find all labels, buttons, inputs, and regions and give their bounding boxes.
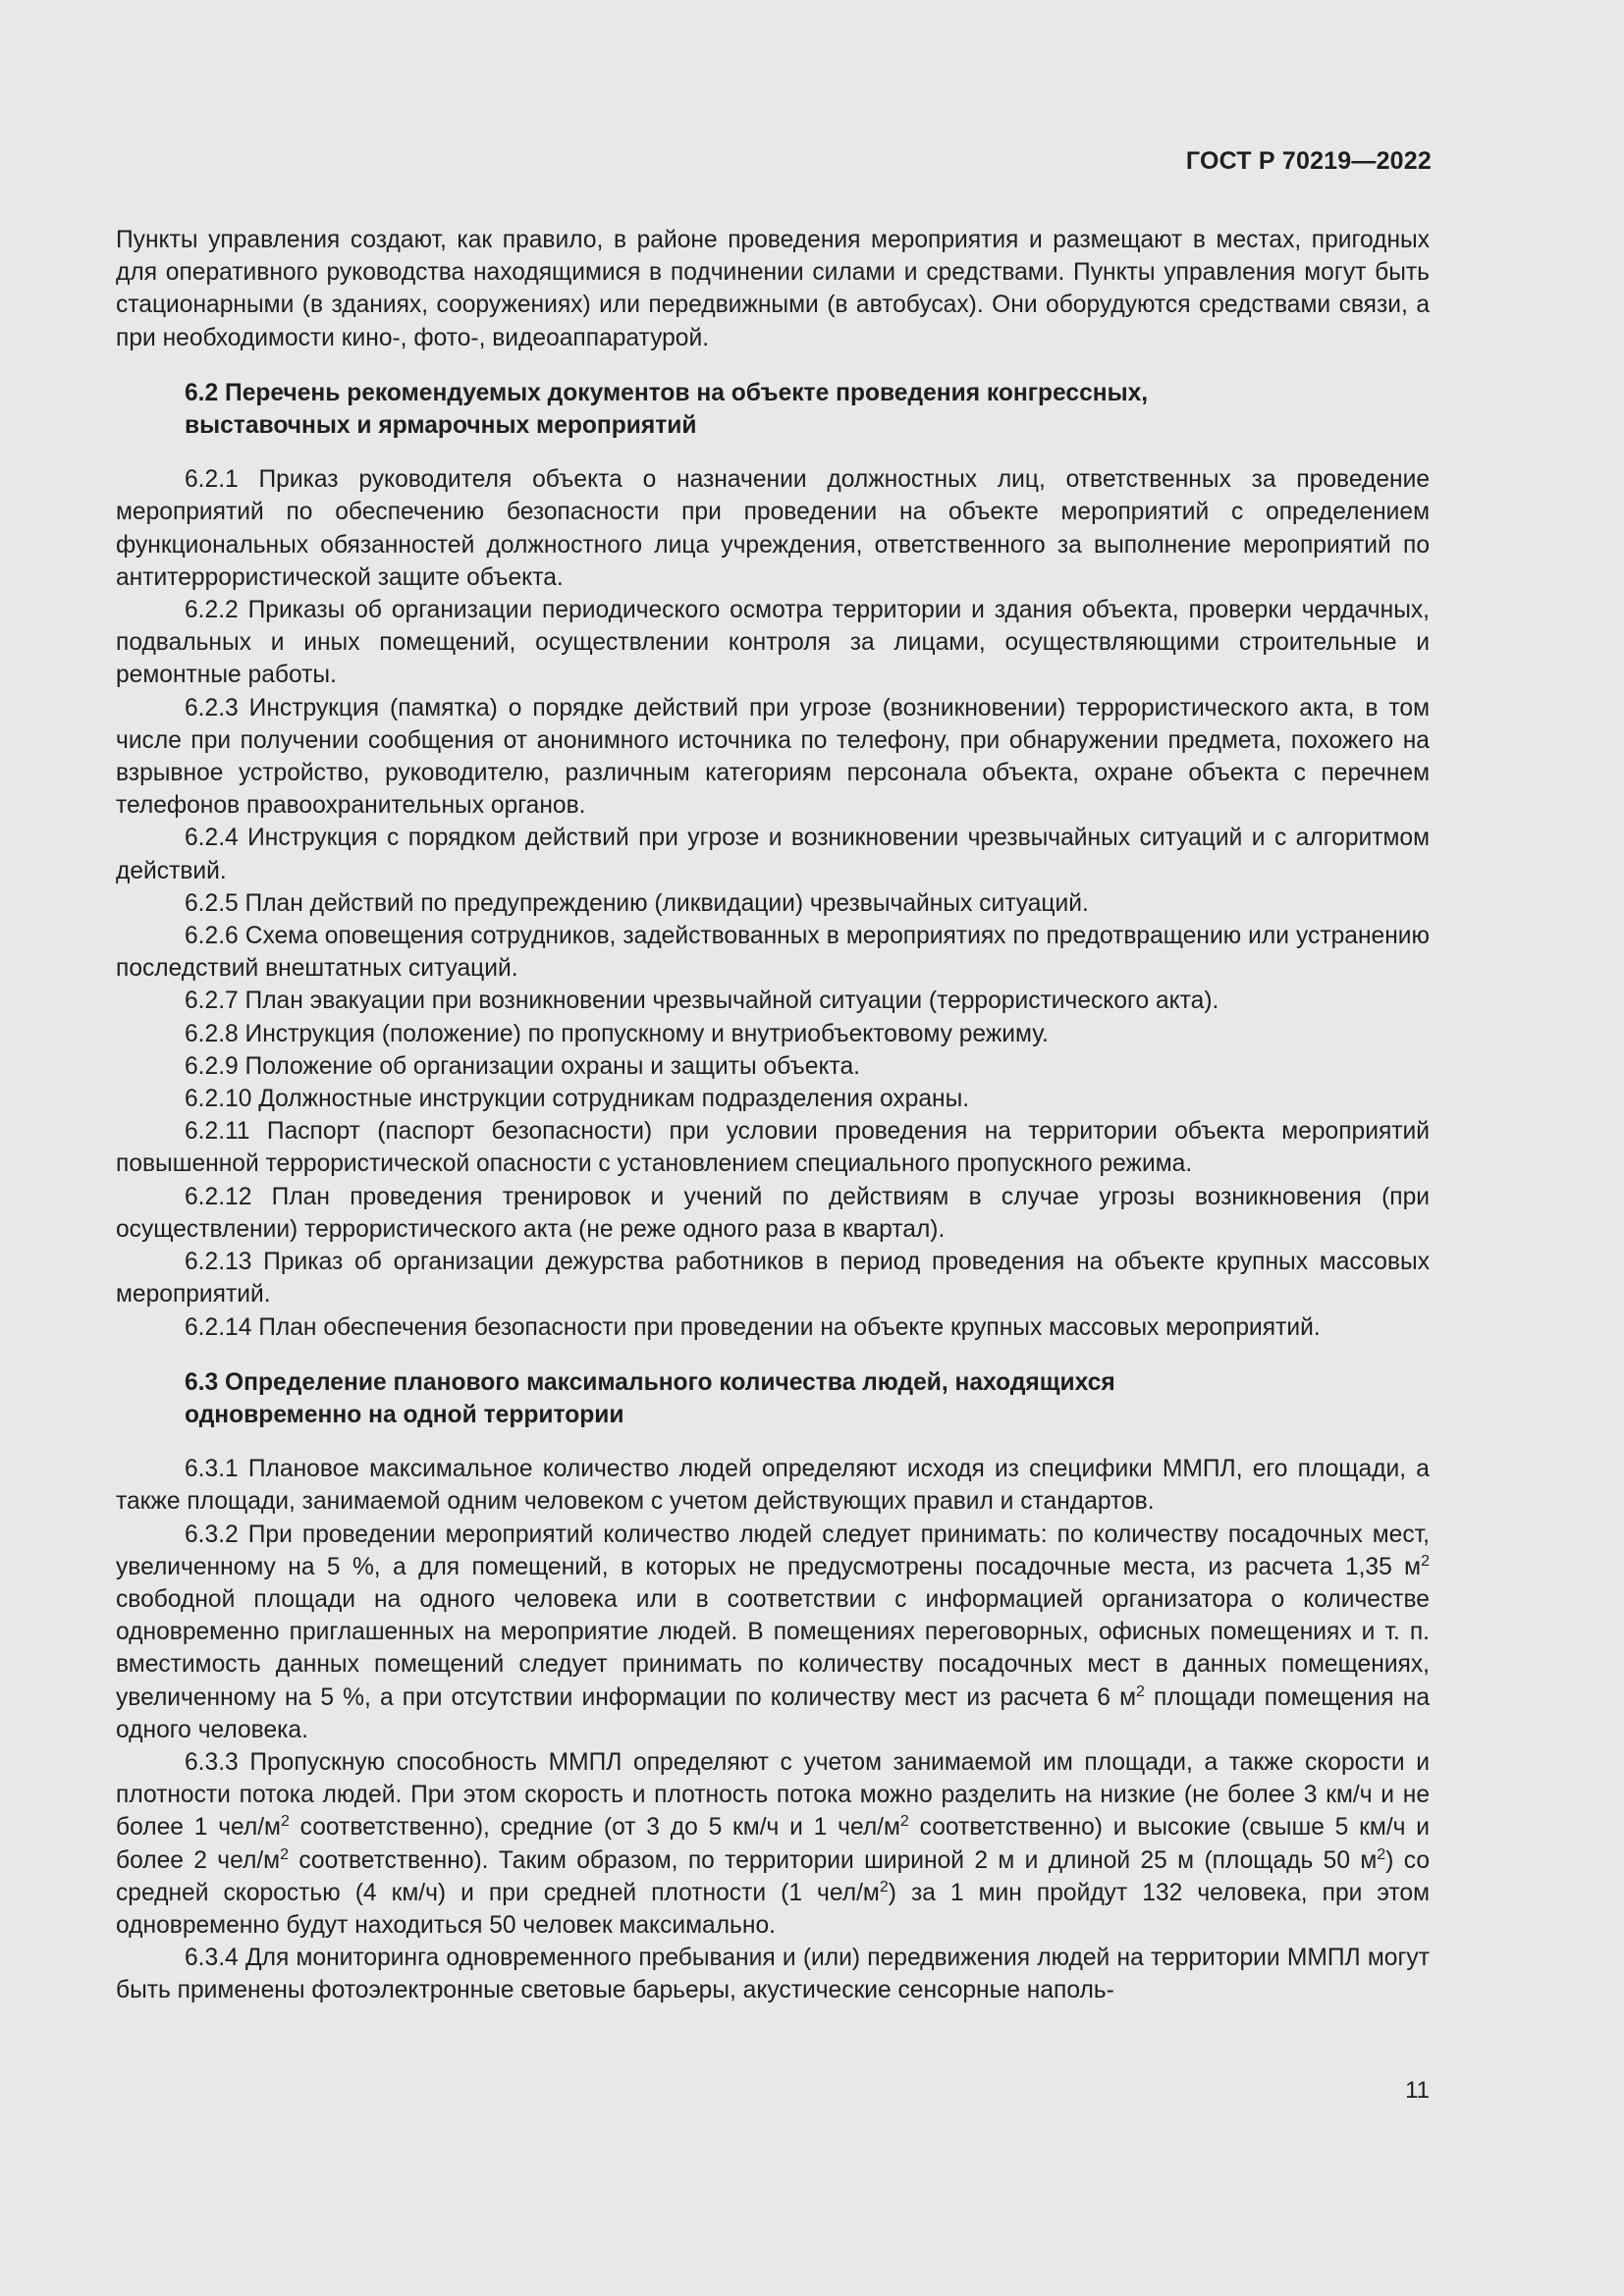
paragraph-6-3-4: 6.3.4 Для мониторинга одновременного пребывания и (или) передвижения людей на территории ММПЛ могут быть применены фотоэлектронные световые барьеры, акустические сенсорные наполь- bbox=[116, 1945, 1430, 2004]
superscript: 2 bbox=[899, 1813, 909, 1831]
paragraph-6-3-2 bbox=[116, 1519, 1430, 1746]
section-6-3-heading-line-2: одновременно на одной территории bbox=[185, 1401, 624, 1428]
superscript: 2 bbox=[1421, 1552, 1430, 1570]
list-item: 6.2.8 Инструкция (положение) по пропускному и внутриобъектовому режиму. bbox=[185, 1020, 1049, 1047]
text-run: соответственно). Таким образом, по территории шириной 2 м и длиной 25 м (площадь 50 м bbox=[288, 1846, 1378, 1874]
list-item: 6.2.13 Приказ об организации дежурства работников в период проведения на объекте крупных массовых мероприятий. bbox=[116, 1249, 1430, 1308]
text-run: 6.3.2 При проведении мероприятий количество людей следует принимать: по количеству посадочных мест, увеличенному на 5 %, а для помещений, в которых не предусмотрены посадочные места, из расчета 1,35 м bbox=[116, 1521, 1430, 1580]
list-item: 6.2.6 Схема оповещения сотрудников, задействованных в мероприятиях по предотвращению или устранению последствий внештатных ситуаций. bbox=[116, 923, 1430, 983]
section-6-3-heading-line-1: 6.3 Определение планового максимального количества людей, находящихся bbox=[185, 1368, 1115, 1396]
list-item: 6.2.12 План проведения тренировок и учений по действиям в случае угрозы возникновения (при осуществлении) террористического акта (не реже одного раза в квартал). bbox=[116, 1183, 1430, 1243]
section-6-2-heading bbox=[116, 377, 1430, 442]
document-code: ГОСТ Р 70219—2022 bbox=[1185, 147, 1432, 175]
list-item: 6.2.9 Положение об организации охраны и защиты объекта. bbox=[185, 1052, 861, 1080]
superscript: 2 bbox=[1377, 1845, 1386, 1863]
page-number: 11 bbox=[1405, 2077, 1430, 2104]
list-item: 6.2.11 Паспорт (паспорт безопасности) при условии проведения на территории объекта мероприятий повышенной террористической опасности с установлением специального пропускного режима. bbox=[116, 1118, 1430, 1178]
list-item: 6.2.14 План обеспечения безопасности при проведении на объекте крупных массовых мероприятий. bbox=[185, 1313, 1321, 1341]
text-run: 6.3.3 Пропускную способность ММПЛ определяют с учетом занимаемой им площади, а также скорости и плотности потока людей. При этом скорость и плотность потока можно разделить на низкие (не более 3 км/ч и не более 1 чел/м bbox=[116, 1748, 1430, 1842]
text-run: соответственно), средние (от 3 до 5 км/ч и 1 чел/м bbox=[289, 1814, 900, 1842]
superscript: 2 bbox=[879, 1878, 889, 1896]
superscript: 2 bbox=[1136, 1682, 1145, 1700]
intro-paragraph: Пункты управления создают, как правило, в районе проведения мероприятия и размещают в местах, пригодных для оперативного руководства находящимися в подчинении силами и средствами. Пункты управления могут быть стационарными (в зданиях, сооружениях) или передвижными (в автобусах). Они оборудуются средствами связи, а при необходимости кино-, фото-, видеоаппаратурой. bbox=[116, 227, 1430, 351]
text-run: свободной площади на одного человека или в соответствии с информацией организатора о количестве одновременно приглашенных на мероприятие людей. В помещениях переговорных, офисных помещениях и т. п. вместимость данных помещений следует принимать по количеству посадочных мест в данных помещениях, увеличенному на 5 %, а при отсутствии информации по количеству мест из расчета 6 м bbox=[116, 1585, 1430, 1711]
superscript: 2 bbox=[280, 1845, 289, 1863]
list-item: 6.2.4 Инструкция с порядком действий при угрозе и возникновении чрезвычайных ситуаций и с алгоритмом действий. bbox=[116, 825, 1430, 884]
list-item: 6.2.5 План действий по предупреждению (ликвидации) чрезвычайных ситуаций. bbox=[185, 889, 1089, 917]
text-run: ) со средней скоростью (4 км/ч) и при средней плотности (1 чел/м bbox=[116, 1846, 1430, 1906]
list-item: 6.2.10 Должностные инструкции сотрудникам подразделения охраны. bbox=[185, 1086, 970, 1113]
superscript: 2 bbox=[280, 1813, 290, 1831]
list-item: 6.2.3 Инструкция (памятка) о порядке действий при угрозе (возникновении) террористического акта, в том числе при получении сообщения от анонимного источника по телефону, при обнаружении предмета, похожего на взрывное устройство, руководителю, различным категориям персонала объекта, охране объекта с перечнем телефонов правоохранительных органов. bbox=[116, 694, 1430, 820]
list-item: 6.2.2 Приказы об организации периодического осмотра территории и здания объекта, проверки чердачных, подвальных и иных помещений, осуществлении контроля за лицами, осуществляющими строительные и ремонтные работы. bbox=[116, 597, 1430, 689]
text-run: ) за 1 мин пройдут 132 человека, при этом одновременно будут находиться 50 человек максимально. bbox=[116, 1879, 1430, 1939]
text-run: площади помещения на одного человека. bbox=[116, 1683, 1430, 1743]
paragraph-6-3-1: 6.3.1 Плановое максимальное количество людей определяют исходя из специфики ММПЛ, его площади, а также площади, занимаемой одним человеком с учетом действующих правил и стандартов. bbox=[116, 1456, 1430, 1516]
paragraph-6-3-3 bbox=[116, 1746, 1430, 1942]
list-item: 6.2.7 План эвакуации при возникновении чрезвычайной ситуации (террористического акта). bbox=[185, 988, 1219, 1015]
list-item: 6.2.1 Приказ руководителя объекта о назначении должностных лиц, ответственных за проведение мероприятий по обеспечению безопасности при проведении на объекте мероприятий с определением функциональных обязанностей должностного лица учреждения, ответственного за выполнение мероприятий по антитеррористической защите объекта. bbox=[116, 466, 1430, 591]
section-6-2-heading-line-1: 6.2 Перечень рекомендуемых документов на объекте проведения конгрессных, bbox=[185, 379, 1149, 406]
page-content bbox=[116, 224, 1430, 2007]
section-6-2-heading-line-2: выставочных и ярмарочных мероприятий bbox=[185, 412, 697, 440]
text-run: соответственно) и высокие (свыше 5 км/ч и более 2 чел/м bbox=[116, 1814, 1430, 1874]
section-6-3-heading bbox=[116, 1366, 1430, 1431]
